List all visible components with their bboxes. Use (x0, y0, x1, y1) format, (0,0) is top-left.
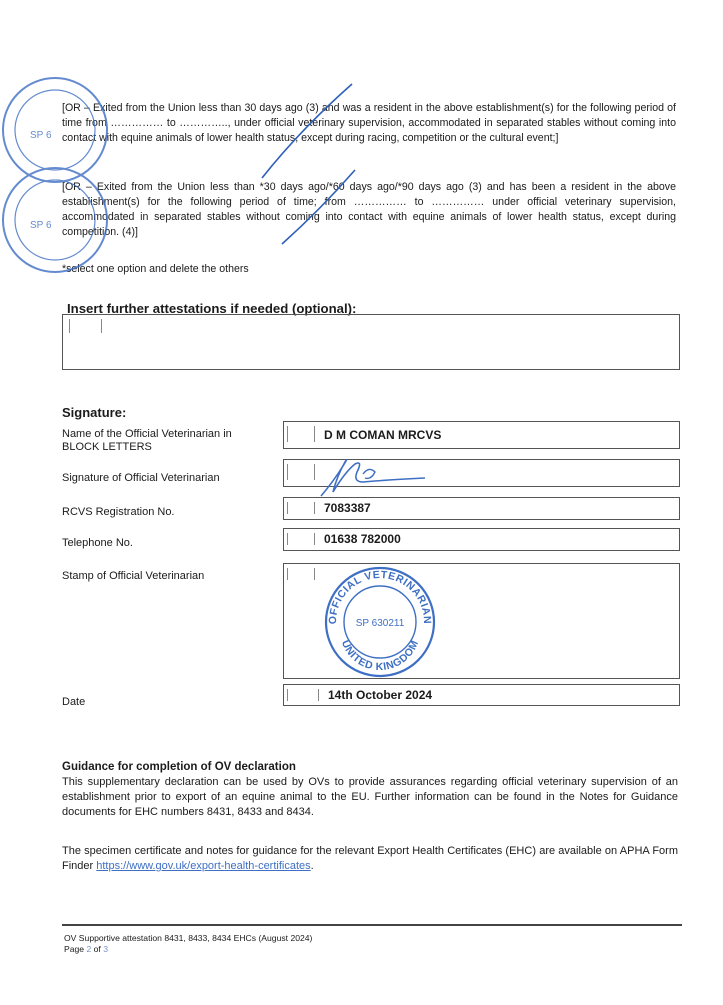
footer-page-number (64, 944, 108, 955)
export-health-certificates-link[interactable]: https://www.gov.uk/export-health-certificates (96, 860, 311, 872)
guidance-paragraph-2-text: The specimen certificate and notes for guidance for the relevant Export Health Certificates (EHC) are available on APHA Form Finder (62, 845, 678, 872)
date-value: 14th October 2024 (328, 688, 433, 702)
telephone-field[interactable] (283, 528, 680, 551)
guidance-paragraph-1: This supplementary declaration can be used by OVs to provide assurances regarding official veterinary supervision of an establishment prior to export of an equine animal to the EU. Further information can be found in the Notes for Guidance documents for EHC numbers 8431, 8433 and 8434. (62, 776, 678, 818)
further-attestations-heading: Insert further attestations if needed (optional): (67, 301, 357, 316)
guidance-paragraph-2 (62, 844, 678, 874)
ov-signature-label: Signature of Official Veterinarian (62, 472, 220, 484)
stamp-code: SP 630211 (355, 618, 405, 629)
rcvs-field[interactable] (283, 497, 680, 520)
ov-handwritten-signature (315, 452, 435, 500)
rcvs-label: RCVS Registration No. (62, 506, 175, 518)
stamp-partial-code-2: SP 6 (30, 220, 52, 231)
attestation-option-2: [OR – Exited from the Union less than *30 days ago/*60 days ago/*90 days ago (3) and has been a resident in the above establishment(s) for the following period of time; from …………… to …………… under official veterinary supervision, accommodated in separated stables without coming into contact with equine animals of lower health status, except during competition. (4)] (62, 181, 676, 238)
svg-text:OFFICIAL VETERINARIAN (327, 569, 433, 625)
page-total: 3 (103, 944, 108, 954)
select-note: *select one option and delete the others (62, 263, 249, 275)
date-field[interactable] (283, 684, 680, 706)
footer-document-title: OV Supportive attestation 8431, 8433, 8434 EHCs (August 2024) (64, 933, 313, 943)
guidance-heading: Guidance for completion of OV declaration (62, 761, 296, 773)
telephone-label: Telephone No. (62, 537, 133, 549)
further-attestations-box[interactable] (62, 314, 680, 370)
signature-heading: Signature: (62, 405, 127, 420)
attestation-option-1: [OR – Exited from the Union less than 30 days ago (3) and was a resident in the above establishment(s) for the following period of time from …………… to ………….., under official veterinary supervision, accommodated in separated stables without coming into contact with equine animals of lower health status, except during racing, competition or the cultural event;] (62, 102, 676, 144)
page-prefix: Page (64, 944, 87, 954)
rcvs-value: 7083387 (324, 501, 371, 515)
page-of: of (91, 944, 104, 954)
stamp-label: Stamp of Official Veterinarian (62, 570, 205, 582)
partial-ov-stamp-top (0, 70, 130, 280)
date-label: Date (62, 696, 86, 708)
stamp-partial-code: SP 6 (30, 130, 52, 141)
stamp-bottom-text: UNITED KINGDOM (338, 638, 422, 674)
stamp-top-text: OFFICIAL VETERINARIAN (326, 568, 434, 625)
footer-rule (62, 924, 682, 926)
ov-name-value: D M COMAN MRCVS (324, 428, 442, 442)
telephone-value: 01638 782000 (324, 532, 401, 546)
guidance-paragraph-2-end: . (310, 860, 314, 872)
page-current: 2 (86, 944, 92, 954)
ov-name-field[interactable] (283, 421, 680, 449)
ov-stamp (320, 564, 440, 680)
ov-name-label: Name of the Official Veterinarian in BLOCK LETTERS (62, 428, 232, 453)
